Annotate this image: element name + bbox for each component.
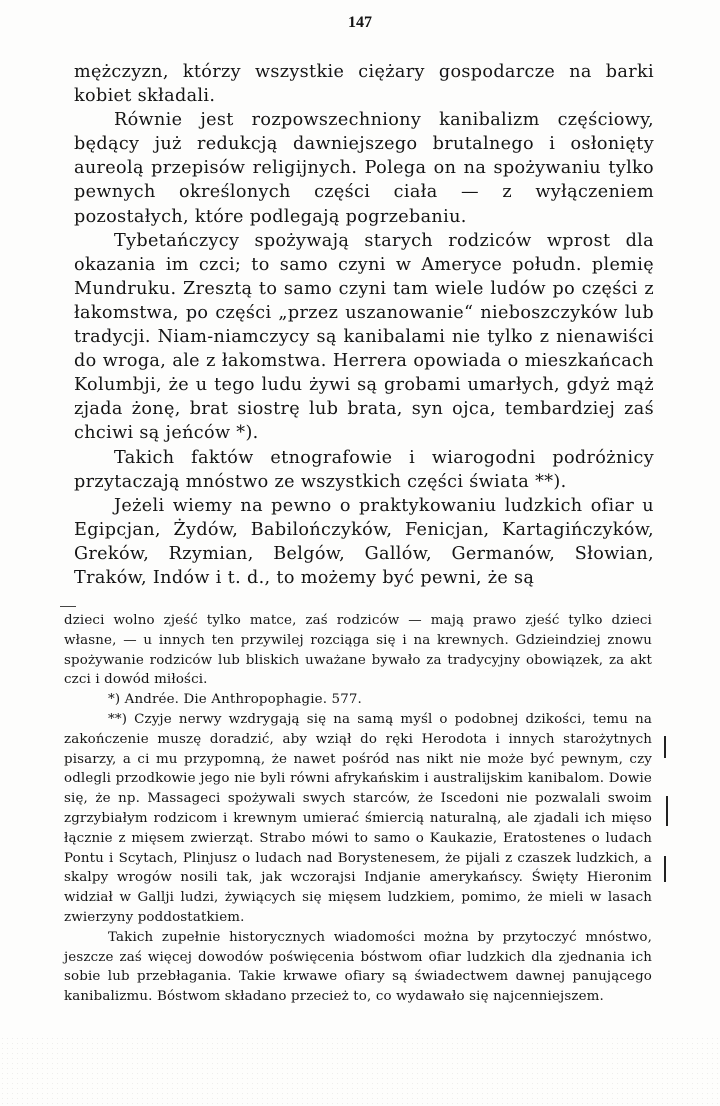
footnote: dzieci wolno zjeść tylko matce, zaś rodziców — mają prawo zjeść tylko dzieci własne, — u innych ten przywilej rozciąga się i na krewnych. Gdzieindziej znowu spożywanie rodziców lub bliskich uważane bywało za tradycyjny obowiązek, za akt czci i dowód miłości. [64, 613, 652, 688]
footnote: *) Andrée. Die Anthropophagie. 577. [108, 692, 362, 708]
footnote: **) Czyje nerwy wzdrygają się na samą myśl o podobnej dzikości, temu na zakończenie muszę doradzić, aby wziął do ręki Herodota i innych starożytnych pisarzy, a ci mu przypomną, że nawet pośród nas nikt nie może być pewnym, czy odlegli przodkowie jego nie byli równi afrykańskim i australijskim kanibalom. Dowie się, że np. Massageci spożywali swych starców, że Iscedoni nie pozwalali swoim zgrzybiałym rodzicom i krewnym umierać śmiercią naturalną, ale zjadali ich mięso łącznie z mięsem zwierząt. Strabo mówi to samo o Kaukazie, Eratostenes o ludach Pontu i Scytach, Plinjusz o ludach nad Borystenesem, że pijali z czaszek ludzkich, a skalpy wrogów nosili tak, jak wczorajsi Indjanie amerykańscy. Święty Hieronim widział w Gallji ludzi, żywiących się mięsem ludzkiem, pomimo, że mieli w lasach zwierzyny poddostatkiem. [64, 711, 652, 925]
footnote-divider [60, 606, 76, 607]
footnotes [64, 611, 652, 1007]
scan-margin-mark [664, 856, 666, 882]
footnote: Takich zupełnie historycznych wiadomości można by przytoczyć mnóstwo, jeszcze zaś więcej dowodów poświęcenia bóstwom ofiar ludzkich dla zjednania ich sobie lub przebłagania. Takie krwawe ofiary są świadectwem dawnej panującego kanibalizmu. Bóstwom składano przecież to, co wydawało się najcenniejszem. [64, 929, 652, 1005]
paragraph: Takich faktów etnografowie i wiarogodni podróżnicy przytaczają mnóstwo ze wszystkich części świata **). [74, 447, 654, 492]
main-text [74, 60, 654, 590]
paragraph: Jeżeli wiemy na pewno o praktykowaniu ludzkich ofiar u Egipcjan, Żydów, Babilończyków, Fenicjan, Kartagińczyków, Greków, Rzymian, Belgów, Gallów, Germanów, Słowian, Traków, Indów i t. d., to możemy być pewni, że są [74, 495, 654, 588]
scan-margin-mark [666, 796, 668, 826]
scan-texture [0, 1036, 720, 1106]
paragraph: Równie jest rozpowszechniony kanibalizm częściowy, będący już redukcją dawniejszego brutalnego i osłonięty aureolą przepisów religijnych. Polega on na spożywaniu tylko pewnych określonych części ciała — z wyłączeniem pozostałych, które podlegają pogrzebaniu. [74, 110, 654, 227]
scan-margin-mark [664, 736, 666, 758]
paragraph: mężczyzn, którzy wszystkie ciężary gospodarcze na barki kobiet składali. [74, 62, 654, 107]
page-number: 147 [348, 14, 372, 31]
paragraph: Tybetańczycy spożywają starych rodziców wprost dla okazania im czci; to samo czyni w Ameryce połudn. plemię Mundruku. Zresztą to samo czyni tam wiele ludów po części z łakomstwa, po części „przez uszanowanie“ nieboszczyków lub tradycji. Niam-niamczycy są kanibalami nie tylko z nienawiści do wroga, ale z łakomstwa. Herrera opowiada o mieszkańcach Kolumbji, że u tego ludu żywi są grobami umarłych, gdyż mąż zjada żonę, brat siostrę lub brata, syn ojca, tembardziej zaś chciwi są jeńców *). [74, 230, 654, 444]
